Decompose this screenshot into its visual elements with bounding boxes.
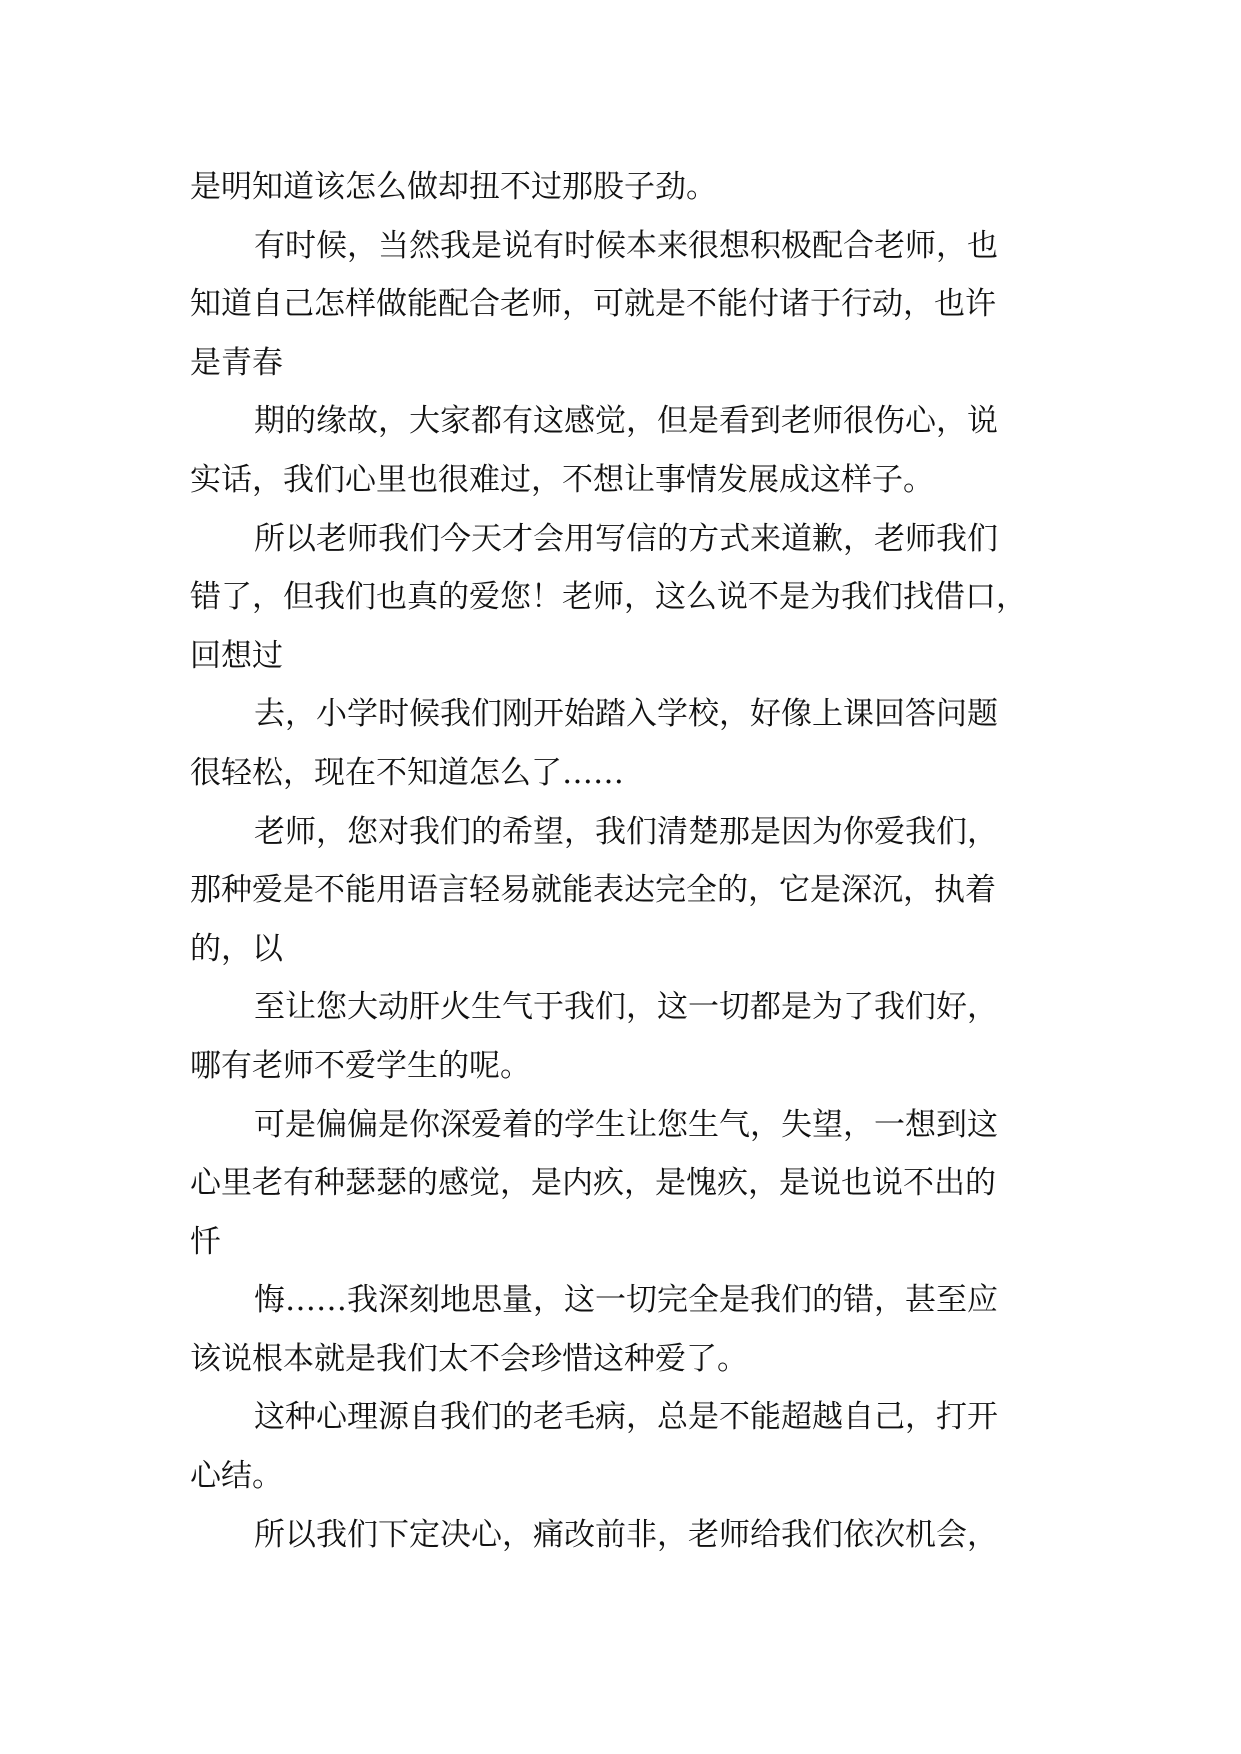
- text-line: 知道自己怎样做能配合老师，可就是不能付诸于行动，也许: [190, 286, 996, 323]
- text-line: 实话，我们心里也很难过，不想让事情发展成这样子。: [190, 461, 934, 498]
- text-line: 的，以: [190, 930, 283, 967]
- text-line: 那种爱是不能用语言轻易就能表达完全的，它是深沉，执着: [190, 872, 996, 909]
- text-line: 老师，您对我们的希望，我们清楚那是因为你爱我们，: [254, 813, 998, 850]
- text-line: 所以我们下定决心，痛改前非，老师给我们依次机会，: [254, 1516, 998, 1553]
- text-line: 至让您大动肝火生气于我们，这一切都是为了我们好，: [254, 989, 998, 1026]
- text-line: 是青春: [190, 344, 283, 381]
- text-line: 心结。: [190, 1458, 283, 1495]
- text-line: 该说根本就是我们太不会珍惜这种爱了。: [190, 1340, 748, 1377]
- text-line: 回想过: [190, 637, 283, 674]
- text-line: 哪有老师不爱学生的呢。: [190, 1047, 531, 1084]
- text-line: 有时候，当然我是说有时候本来很想积极配合老师，也: [254, 227, 998, 264]
- text-line: 心里老有种瑟瑟的感觉，是内疚，是愧疚，是说也说不出的: [190, 1165, 996, 1202]
- letter-body: [190, 158, 1060, 1564]
- text-line: 是明知道该怎么做却扭不过那股子劲。: [190, 169, 717, 205]
- text-line: 错了，但我们也真的爱您！老师，这么说不是为我们找借口，: [190, 579, 1027, 616]
- text-line: 悔……我深刻地思量，这一切完全是我们的错，甚至应: [254, 1282, 998, 1319]
- text-line: 可是偏偏是你深爱着的学生让您生气，失望，一想到这: [254, 1106, 998, 1143]
- text-line: 忏: [190, 1223, 221, 1260]
- text-line: 所以老师我们今天才会用写信的方式来道歉，老师我们: [254, 520, 998, 557]
- text-line: 很轻松，现在不知道怎么了……: [190, 754, 624, 791]
- text-line: 这种心理源自我们的老毛病，总是不能超越自己，打开: [254, 1399, 998, 1436]
- text-line: 期的缘故，大家都有这感觉，但是看到老师很伤心，说: [254, 403, 998, 440]
- text-line: 去，小学时候我们刚开始踏入学校，好像上课回答问题: [254, 696, 998, 733]
